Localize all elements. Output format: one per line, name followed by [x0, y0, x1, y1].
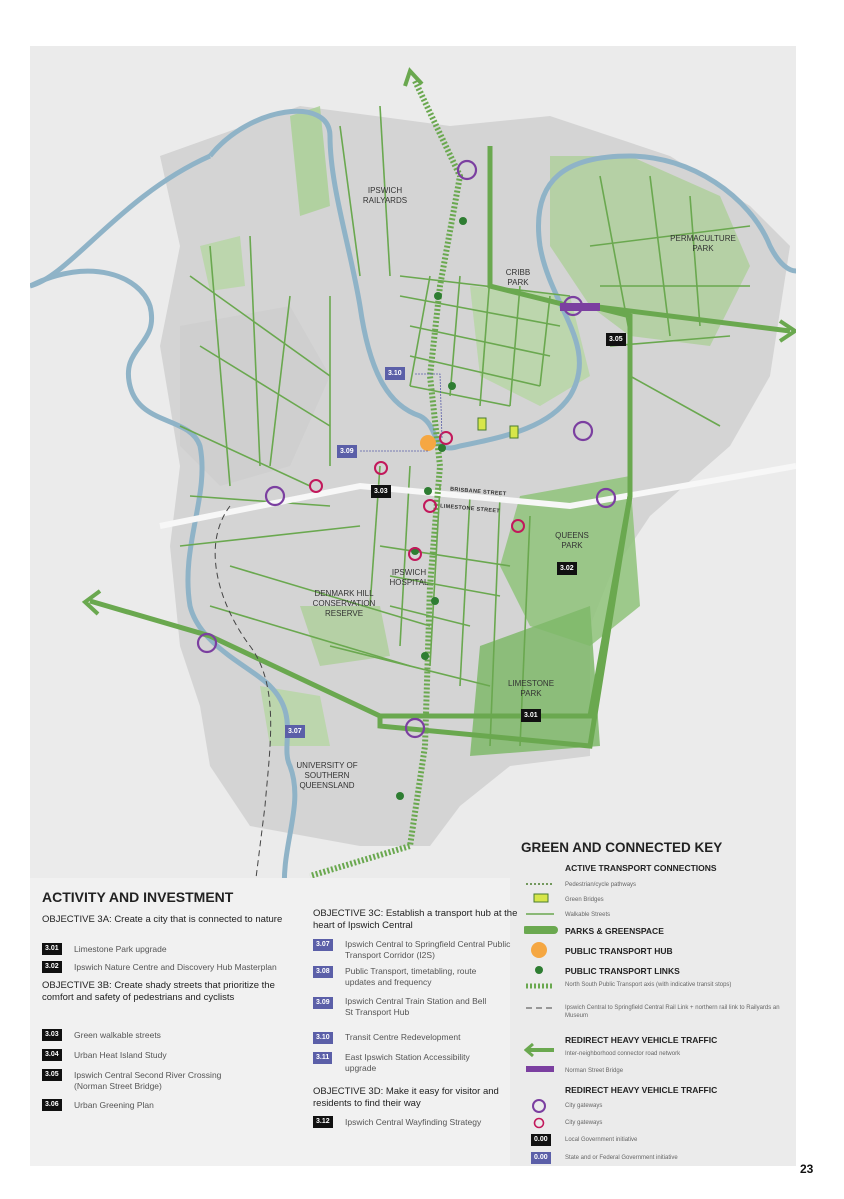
green-bridge-1 [478, 418, 486, 430]
key-local-badge: 0.00 [531, 1134, 551, 1146]
badge-302: 3.02 [42, 961, 62, 973]
activity-title: ACTIVITY AND INVESTMENT [42, 889, 234, 905]
code-310: 3.10 [385, 367, 405, 380]
key-symbols [524, 878, 560, 1168]
label-permaculture-park: PERMACULTURE PARK [670, 234, 736, 253]
key-pt-links: PUBLIC TRANSPORT LINKS [565, 966, 680, 976]
page-number: 23 [800, 1162, 814, 1176]
badge-312: 3.12 [313, 1116, 333, 1128]
transport-hub [420, 435, 436, 451]
key-title: GREEN AND CONNECTED KEY [521, 840, 723, 855]
label-ipswich-hospital: IPSWICH HOSPITAL [389, 568, 429, 587]
key-local: Local Government initiative [565, 1137, 638, 1143]
item-310: Transit Centre Redevelopment [345, 1032, 461, 1042]
key-gateway-2: City gateways [565, 1120, 603, 1126]
objective-3d: OBJECTIVE 3D: Make it easy for visitor and residents to find their way [313, 1086, 499, 1109]
item-302: Ipswich Nature Centre and Discovery Hub Masterplan [74, 962, 277, 972]
key-parks: PARKS & GREENSPACE [565, 926, 664, 936]
item-301: Limestone Park upgrade [74, 944, 167, 954]
objective-3a: OBJECTIVE 3A: Create a city that is connected to nature [42, 914, 283, 925]
key-redirect-1: REDIRECT HEAVY VEHICLE TRAFFIC [565, 1035, 718, 1045]
badge-310: 3.10 [313, 1032, 333, 1044]
badge-309: 3.09 [313, 997, 333, 1009]
objective-3c: OBJECTIVE 3C: Establish a transport hub at the heart of Ipswich Central [313, 908, 518, 931]
key-active-transport: ACTIVE TRANSPORT CONNECTIONS [565, 863, 717, 873]
key-connector: Inter-neighborhood connector road network [565, 1051, 681, 1057]
item-308: Public Transport, timetabling, route updates and frequency [345, 966, 477, 987]
item-307: Ipswich Central to Springfield Central Public Transport Corridor (I2S) [345, 939, 511, 960]
label-denmark-hill: DENMARK HILL CONSERVATION RESERVE [312, 589, 376, 618]
key-pedestrian: Pedestrian/cycle pathways [565, 882, 637, 888]
code-307: 3.07 [285, 725, 305, 738]
badge-305: 3.05 [42, 1069, 62, 1081]
label-cribb-park: CRIBB PARK [505, 268, 531, 287]
key-green-bridges: Green Bridges [565, 897, 604, 903]
key-ns-axis: North South Public Transport axis (with indicative transit stops) [565, 982, 732, 988]
badge-303: 3.03 [42, 1029, 62, 1041]
key-pt-hub: PUBLIC TRANSPORT HUB [565, 946, 673, 956]
code-309: 3.09 [337, 445, 357, 458]
key-rail-link: Ipswich Central to Springfield Central Rail Link + northern rail link to Railyards an Museum [565, 1005, 780, 1019]
badge-306: 3.06 [42, 1099, 62, 1111]
badge-308: 3.08 [313, 966, 333, 978]
code-302: 3.02 [557, 562, 577, 575]
key-state: State and or Federal Government initiative [565, 1155, 678, 1161]
badge-304: 3.04 [42, 1049, 62, 1061]
street-limestone: LIMESTONE STREET [439, 503, 501, 515]
code-301: 3.01 [521, 709, 541, 722]
badge-307: 3.07 [313, 939, 333, 951]
item-304: Urban Heat Island Study [74, 1050, 167, 1060]
label-usq: UNIVERSITY OF SOUTHERN QUEENSLAND [296, 761, 358, 790]
item-311: East Ipswich Station Accessibility upgrade [345, 1052, 470, 1073]
objective-3b: OBJECTIVE 3B: Create shady streets that prioritize the comfort and safety of pedestrians and cyclists [42, 980, 275, 1003]
key-gateway-1: City gateways [565, 1103, 603, 1109]
badge-311: 3.11 [313, 1052, 332, 1064]
green-bridge-2 [510, 426, 518, 438]
item-312: Ipswich Central Wayfinding Strategy [345, 1117, 482, 1127]
street-brisbane: BRISBANE STREET [449, 486, 507, 498]
item-303: Green walkable streets [74, 1030, 161, 1040]
key-walkable: Walkable Streets [565, 912, 611, 918]
code-305: 3.05 [606, 333, 626, 346]
item-305: Ipswich Central Second River Crossing (Norman Street Bridge) [74, 1070, 222, 1091]
label-queens-park: QUEENS PARK [555, 531, 589, 550]
badge-301: 3.01 [42, 943, 62, 955]
label-limestone-park: LIMESTONE PARK [507, 679, 555, 698]
key-state-badge: 0.00 [531, 1152, 551, 1164]
item-306: Urban Greening Plan [74, 1100, 154, 1110]
key-redirect-2: REDIRECT HEAVY VEHICLE TRAFFIC [565, 1085, 718, 1095]
code-303: 3.03 [371, 485, 391, 498]
key-norman: Norman Street Bridge [565, 1068, 624, 1074]
item-309: Ipswich Central Train Station and Bell St Transport Hub [345, 996, 487, 1017]
label-ipswich-railyards: IPSWICH RAILYARDS [362, 186, 408, 205]
